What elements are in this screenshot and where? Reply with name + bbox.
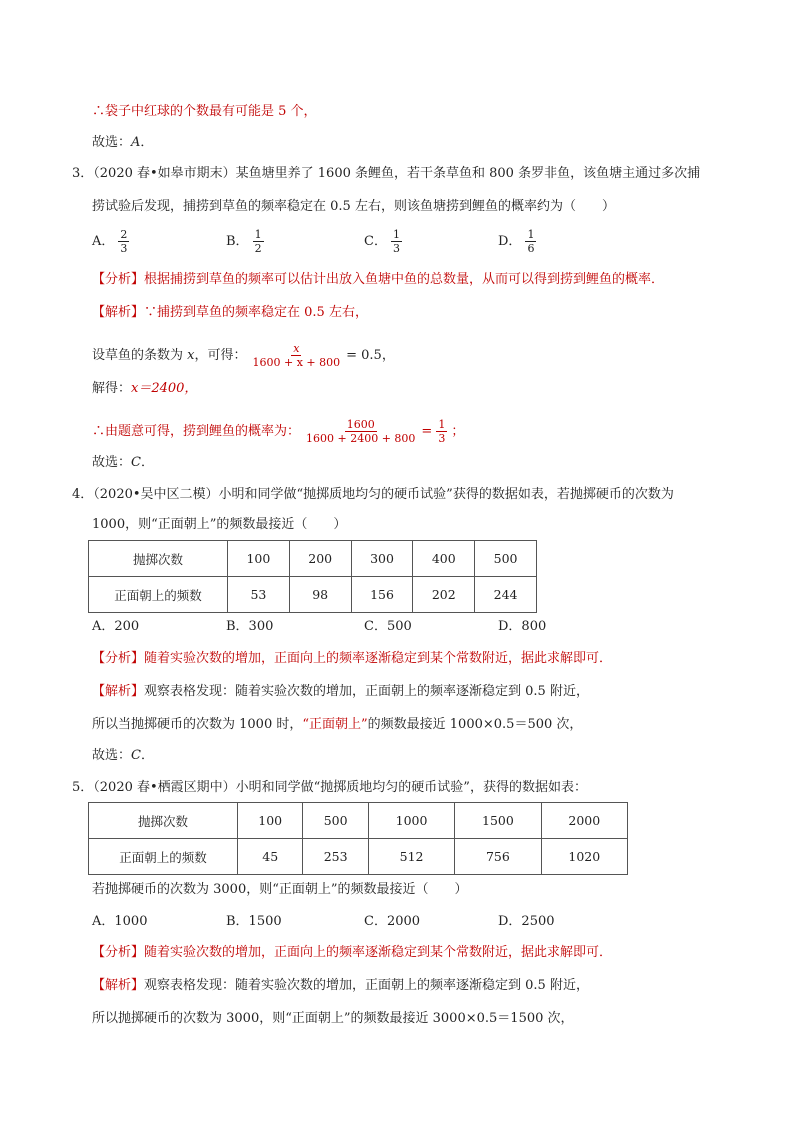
q5-stem-line2: 若抛掷硬币的次数为 3000，则“正面朝上”的频数最接近（ ） bbox=[92, 882, 468, 897]
q5-conclusion: 所以抛掷硬币的次数为 3000，则“正面朝上”的频数最接近 3000×0.5＝1500 次， bbox=[92, 1011, 574, 1026]
table-cell: 45 bbox=[238, 839, 303, 875]
table-cell: 756 bbox=[455, 839, 541, 875]
fraction: $\frac{1600}{1600 + 2400 + 800}$ bbox=[306, 418, 416, 445]
fraction: $\frac{2}{3}$ bbox=[120, 228, 128, 255]
q3-answer: 故选：C． bbox=[92, 455, 154, 470]
q5-table bbox=[88, 802, 628, 875]
fraction: $\frac{1}{3}$ bbox=[392, 228, 400, 255]
q5-solution: 【解析】观察表格发现：随着实验次数的增加，正面朝上的频率逐渐稳定到 0.5 附近， bbox=[92, 978, 589, 993]
table-header-cell: 正面朝上的频数 bbox=[89, 839, 238, 875]
fraction: $\frac{1}{3}$ bbox=[438, 418, 446, 445]
q4-stem-line1: 4．（2020•吴中区二模）小明和同学做“抛掷质地均匀的硬币试验”获得的数据如表，若抛掷硬币的次数为 bbox=[72, 487, 674, 502]
table-cell: 100 bbox=[228, 541, 290, 577]
q5-stem-line1: 5．（2020 春•栖霞区期中）小明和同学做“抛掷质地均匀的硬币试验”，获得的数据如表： bbox=[72, 780, 587, 795]
q3-solve: 解得：x＝2400， bbox=[92, 381, 198, 396]
table-cell: 53 bbox=[228, 577, 290, 613]
q4-analysis: 【分析】随着实验次数的增加，正面向上的频率逐渐稳定到某个常数附近，据此求解即可． bbox=[92, 651, 613, 666]
table-cell: 98 bbox=[289, 577, 351, 613]
table-cell: 202 bbox=[413, 577, 475, 613]
q3-option-a: A． $\frac{2}{3}$ bbox=[92, 228, 128, 255]
table-cell: 100 bbox=[238, 803, 303, 839]
table-row bbox=[89, 803, 628, 839]
q4-option-d: D．800 bbox=[498, 619, 547, 634]
q4-option-a: A．200 bbox=[92, 619, 140, 634]
q3-option-c: C． $\frac{1}{3}$ bbox=[364, 228, 400, 255]
fraction: $\frac{1}{2}$ bbox=[254, 228, 262, 255]
q4-solution: 【解析】观察表格发现：随着实验次数的增加，正面朝上的频率逐渐稳定到 0.5 附近， bbox=[92, 684, 589, 699]
q5-option-c: C．2000 bbox=[364, 914, 421, 929]
table-cell: 500 bbox=[303, 803, 368, 839]
q4-stem-line2: 1000，则“正面朝上”的频数最接近（ ） bbox=[92, 517, 347, 532]
table-row bbox=[89, 839, 628, 875]
q4-table bbox=[88, 540, 537, 613]
table-header-cell: 抛掷次数 bbox=[89, 803, 238, 839]
q5-analysis: 【分析】随着实验次数的增加，正面向上的频率逐渐稳定到某个常数附近，据此求解即可． bbox=[92, 945, 613, 960]
q2-answer: 故选：A． bbox=[92, 135, 154, 150]
q5-option-d: D．2500 bbox=[498, 914, 555, 929]
table-cell: 300 bbox=[351, 541, 413, 577]
q4-option-b: B．300 bbox=[226, 619, 274, 634]
table-cell: 156 bbox=[351, 577, 413, 613]
table-header-cell: 抛掷次数 bbox=[89, 541, 228, 577]
q3-analysis: 【分析】根据捕捞到草鱼的频率可以估计出放入鱼塘中鱼的总数量，从而可以得到捞到鲤鱼的概率． bbox=[92, 272, 665, 287]
fraction: $\frac{x}{1600 + x + 800}$ bbox=[252, 342, 341, 369]
q3-option-b: B． $\frac{1}{2}$ bbox=[226, 228, 262, 255]
q4-option-c: C．500 bbox=[364, 619, 412, 634]
table-cell: 400 bbox=[413, 541, 475, 577]
q5-option-a: A．1000 bbox=[92, 914, 148, 929]
q5-option-b: B．1500 bbox=[226, 914, 282, 929]
table-cell: 1000 bbox=[368, 803, 454, 839]
q4-conclusion: 所以当抛掷硬币的次数为 1000 时，“正面朝上”的频数最接近 1000×0.5＝500 次， bbox=[92, 717, 583, 732]
table-cell: 1020 bbox=[541, 839, 627, 875]
table-row bbox=[89, 577, 537, 613]
q3-stem-line1: 3．（2020 春•如皋市期末）某鱼塘里养了 1600 条鲤鱼，若干条草鱼和 800 条罗非鱼，该鱼塘主通过多次捕 bbox=[72, 166, 701, 181]
q2-conclusion: ∴袋子中红球的个数最有可能是 5 个， bbox=[92, 104, 317, 119]
fraction: $\frac{1}{6}$ bbox=[527, 228, 535, 255]
q3-option-d: D． $\frac{1}{6}$ bbox=[498, 228, 535, 255]
table-cell: 200 bbox=[289, 541, 351, 577]
table-row bbox=[89, 541, 537, 577]
q4-answer: 故选：C． bbox=[92, 748, 154, 763]
table-cell: 512 bbox=[368, 839, 454, 875]
table-cell: 2000 bbox=[541, 803, 627, 839]
table-cell: 500 bbox=[475, 541, 537, 577]
q3-solution: 【解析】∵捕捞到草鱼的频率稳定在 0.5 左右， bbox=[92, 305, 368, 320]
q3-stem-line2: 捞试验后发现，捕捞到草鱼的频率稳定在 0.5 左右，则该鱼塘捞到鲤鱼的概率约为（ ） bbox=[92, 199, 615, 214]
table-header-cell: 正面朝上的频数 bbox=[89, 577, 228, 613]
table-cell: 253 bbox=[303, 839, 368, 875]
q3-probability: ∴由题意可得，捞到鲤鱼的概率为： $\frac{1600}{1600 + 2400 + 800}$ = $\frac{1}{3}$ ； bbox=[92, 418, 465, 445]
table-cell: 1500 bbox=[455, 803, 541, 839]
table-cell: 244 bbox=[475, 577, 537, 613]
q3-equation: 设草鱼的条数为 x，可得： $\frac{x}{1600 + x + 800}$ = 0.5， bbox=[92, 342, 395, 369]
